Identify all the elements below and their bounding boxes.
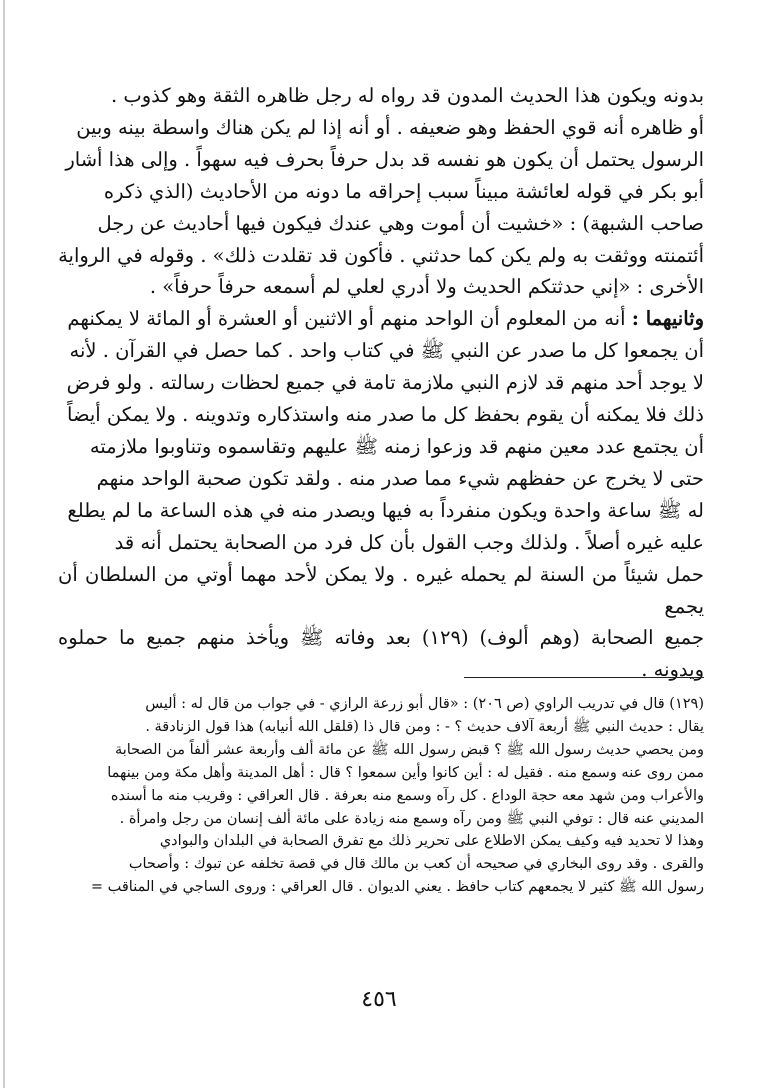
footnote-line: (١٢٩) قال في تدريب الراوي (ص ٢٠٦) : «قال أبو زرعة الرازي - في جواب من قال له : أليس — [145, 696, 704, 712]
text-line: جميع الصحابة (وهم ألوف) (١٢٩) بعد وفاته ﷺ ويأخذ منهم جميع ما حملوه ويدونه . — [58, 626, 704, 682]
text-line: أن يجمعوا كل ما صدر عن النبي ﷺ في كتاب واحد . كما حصل في القرآن . لأنه — [69, 339, 704, 363]
text-line: أبو بكر في قوله لعائشة مبيناً سبب إحراقه ما دونه من الأحاديث (الذي ذكره — [103, 179, 704, 203]
page-number: ٤٥٦ — [361, 987, 397, 1012]
footnote-line: ممن روى عنه وسمع منه . فقيل له : أين كانوا وأين سمعوا ؟ قال : أهل المدينة وأهل مكة ومن بينهما — [107, 764, 704, 781]
text-line: حمل شيئاً من السنة لم يحمله غيره . ولا يمكن لأحد مهما أوتي من السلطان أن يجمع — [58, 562, 704, 618]
text-line: صاحب الشبهة) : «خشيت أن أموت وهي عندك فيكون فيها أحاديث عن رجل — [97, 211, 704, 235]
footnote-line: وهذا لا تحديد فيه وكيف يمكن الاطلاع على تحرير ذلك مع تفرق الصحابة في البلدان والبوادي — [159, 833, 704, 850]
text-line-content: أنه من المعلوم أن الواحد منهم أو الاثنين أو العشرة أو المائة لا يمكنهم — [67, 307, 626, 331]
second-point-heading: وثانيهما : — [631, 307, 704, 331]
text-line: حتى لا يخرج عن حفظهم شيء مما صدر منه . ولقد تكون صحبة الواحد منهم — [96, 466, 704, 490]
document-page — [58, 80, 704, 896]
footnote-line: ومن يحصي حديث رسول الله ﷺ ؟ قبض رسول الله ﷺ عن مائة ألف وأربعة عشر ألفاً من الصحابة — [114, 741, 704, 758]
text-line: الرسول يحتمل أن يكون هو نفسه قد بدل حرفاً بحرف فيه سهواً . وإلى هذا أشار — [65, 147, 704, 171]
footnote-separator — [464, 677, 704, 678]
footnote-line: والأعراب ومن شهد معه حجة الوداع . كل رآه وسمع منه بعرفة . قال العراقي : وقريب منه ما أسنده — [110, 787, 704, 804]
text-line: له ﷺ ساعة واحدة ويكون منفرداً به فيها ويصدر منه في هذه الساعة ما لم يطلع — [67, 498, 704, 522]
page-edge-line — [3, 0, 5, 1088]
footnote-line: يقال : حديث النبي ﷺ أربعة آلاف حديث ؟ - : ومن قال ذا (قلقل الله أنيابه) هذا قول الزنادقة . — [145, 718, 704, 735]
text-line: لا يوجد أحد منهم قد لازم النبي ملازمة تامة في جميع لحظات رسالته . ولو فرض — [66, 371, 704, 395]
text-line: أو ظاهره أنه قوي الحفظ وهو ضعيفه . أو أنه إذا لم يكن هناك واسطة بينه وبين — [76, 115, 704, 139]
text-line: ذلك فلا يمكنه أن يقوم بحفظ كل ما صدر منه واستذكاره وتدوينه . ولا يمكن أيضاً — [67, 403, 704, 427]
footnote-line: رسول الله ﷺ كثير لا يجمعهم كتاب حافظ . يعني الديوان . قال العراقي : وروى الساجي في المناقب = — [90, 879, 704, 896]
text-line: بدونه ويكون هذا الحديث المدون قد رواه له رجل ظاهره الثقة وهو كذوب . — [110, 84, 704, 107]
footnotes — [58, 693, 704, 899]
footnote-line: المديني عنه قال : توفي النبي ﷺ ومن رآه وسمع منه زيادة على مائة ألف إنسان من رجل وامرأة . — [119, 810, 704, 827]
text-line: عليه غيره أصلاً . ولذلك وجب القول بأن كل فرد من الصحابة يحتمل أنه قد — [114, 530, 704, 554]
text-line: أئتمنته ووثقت به ولم يكن كما حدثني . فأكون قد تقلدت ذلك» . وقوله في الرواية — [58, 243, 704, 267]
footnote-line: والقرى . وقد روى البخاري في صحيحه أن كعب بن مالك قال في قصة تخلفه عن تبوك : وأصحاب — [128, 856, 704, 873]
text-line: أن يجتمع عدد معين منهم قد وزعوا زمنه ﷺ عليهم وتقاسموه وتناوبوا ملازمته — [89, 434, 704, 458]
text-line — [58, 303, 704, 335]
main-text — [58, 80, 704, 686]
text-line: الأخرى : «إني حدثتكم الحديث ولا أدري لعلي لم أسمعه حرفاً حرفاً» . — [149, 275, 704, 299]
